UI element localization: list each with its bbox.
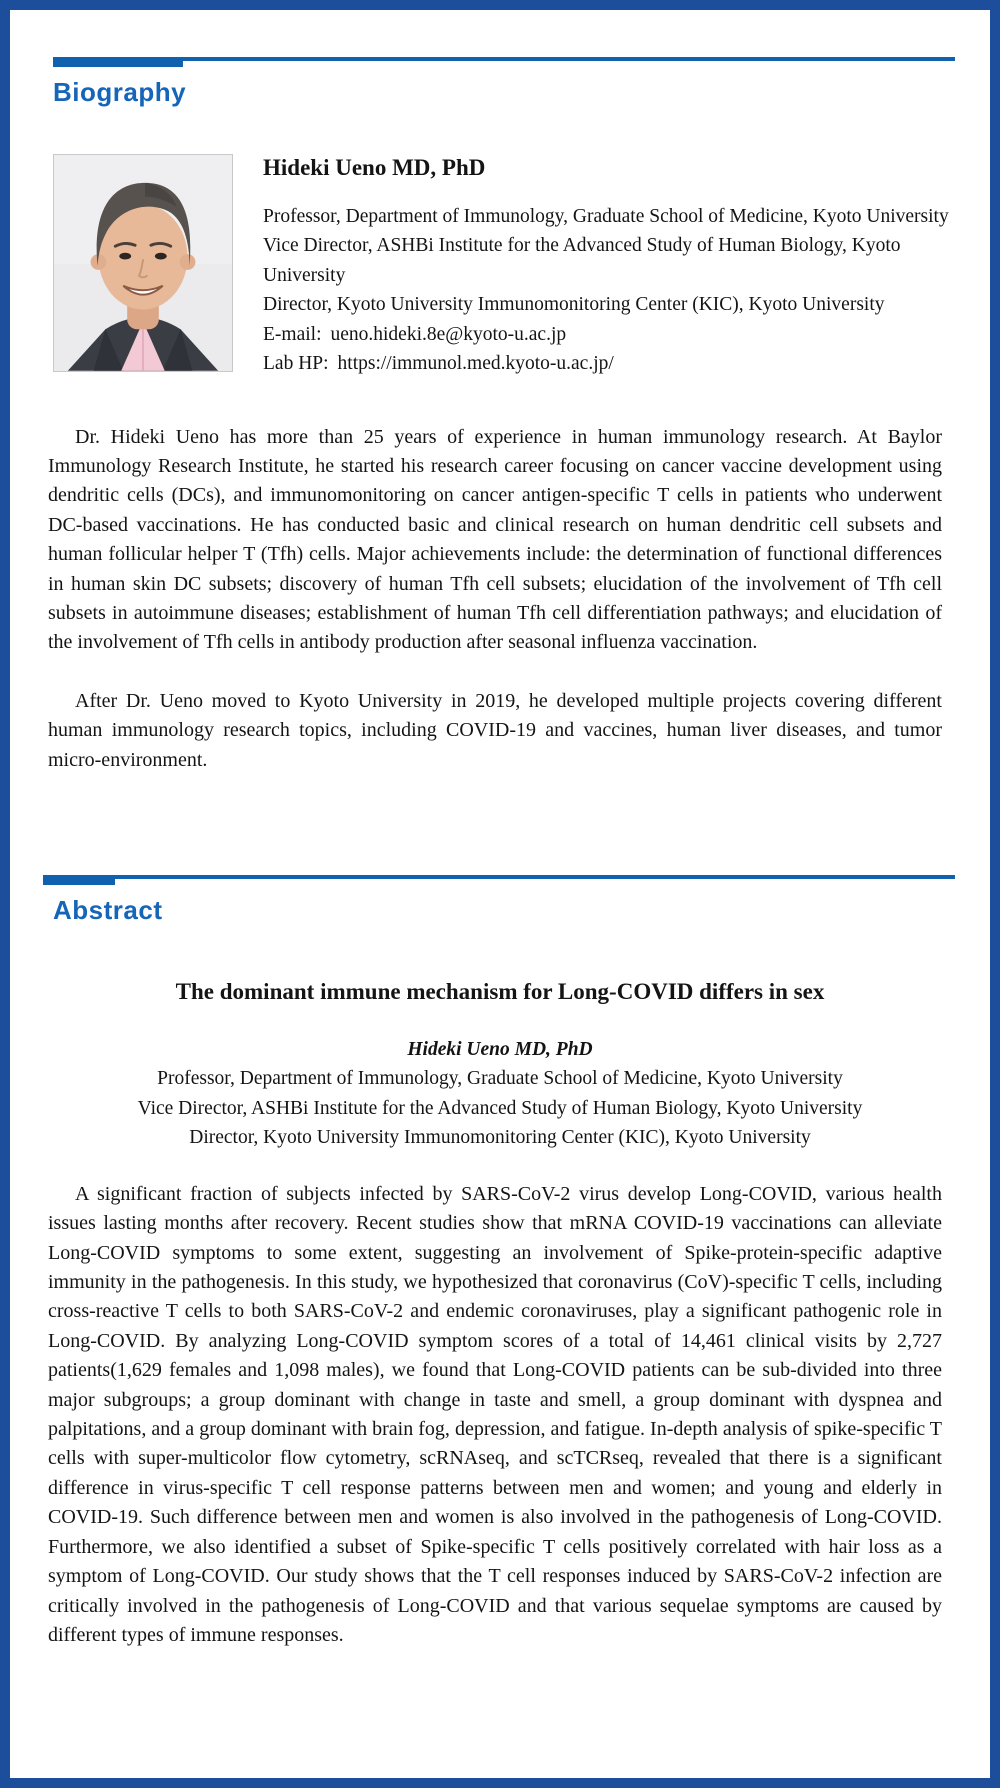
biography-paragraph-1: Dr. Hideki Ueno has more than 25 years of experience in human immunology research. At Baylor Immunology Research Institute, he started his research career focusing on cancer vaccine development using dendritic cells (DCs), and immunomonitoring on cancer antigen-specific T cells in patients who underwent DC-based vaccinations. He has conducted basic and clinical research on human dendritic cell subsets and human follicular helper T (Tfh) cells. Major achievements include: the determination of functional differences in human skin DC subsets; discovery of human Tfh cell subsets; elucidation of the involvement of Tfh cell subsets in autoimmune diseases; establishment of human Tfh cell differentiation pathways; and elucidation of the involvement of Tfh cells in antibody production after seasonal influenza vaccination. — [48, 425, 942, 654]
rule-thick-segment — [53, 57, 183, 67]
affiliation-line: Professor, Department of Immunology, Graduate School of Medicine, Kyoto University — [263, 205, 949, 227]
affiliation-list — [263, 202, 952, 379]
abstract-affiliation-line: Professor, Department of Immunology, Graduate School of Medicine, Kyoto University — [157, 1068, 843, 1090]
biography-section — [10, 57, 990, 775]
abstract-body: A significant fraction of subjects infected by SARS-CoV-2 virus develop Long-COVID, various health issues lasting months after recovery. Recent studies show that mRNA COVID-19 vaccinations can alleviate Long-COVID symptoms to some extent, suggesting an involvement of Spike-protein-specific adaptive immunity in the pathogenesis. In this study, we hypothesized that coronavirus (CoV)-specific T cells, including cross-reactive T cells to both SARS-CoV-2 and endemic coronaviruses, play a significant pathogenic role in Long-COVID. By analyzing Long-COVID symptom scores of a total of 14,461 clinical visits by 2,727 patients(1,629 females and 1,098 males), we found that Long-COVID patients can be sub-divided into three major subgroups; a group dominant with change in taste and smell, a group dominant with dyspnea and palpitations, and a group dominant with brain fog, depression, and fatigue. In-depth analysis of spike-specific T cells with super-multicolor flow cytometry, scRNAseq, and scTCRseq, revealed that there is a significant difference in virus-specific T cell response patterns between men and women; and young and elderly in COVID-19. Such difference between men and women is also involved in the pathogenesis of Long-COVID. Furthermore, we also identified a subset of Spike-specific T cells positively correlated with hair loss as a symptom of Long-COVID. Our study shows that the T cell responses induced by SARS-CoV-2 infection are critically involved in the pathogenesis of Long-COVID and that various sequelae symptoms are caused by different types of immune responses. — [48, 1182, 942, 1646]
rule-thin-segment — [183, 57, 955, 61]
email-line — [263, 320, 952, 350]
abstract-section — [10, 875, 990, 1650]
biography-paragraph-2: After Dr. Ueno moved to Kyoto University in 2019, he developed multiple projects covering different human immunology research topics, including COVID-19 and vaccines, human liver diseases, and tumor micro-environment. — [48, 689, 942, 771]
biography-rule — [53, 57, 955, 67]
abstract-title: The dominant immune mechanism for Long-COVID differs in sex — [175, 979, 825, 1005]
email-value[interactable]: ueno.hideki.8e@kyoto-u.ac.jp — [330, 323, 567, 345]
affiliation-line: Director, Kyoto University Immunomonitoring Center (KIC), Kyoto University — [263, 294, 885, 316]
biography-heading: Biography — [53, 77, 187, 107]
abstract-rule — [43, 875, 955, 885]
person-name: Hideki Ueno MD, PhD — [263, 155, 486, 180]
portrait-photo — [53, 154, 233, 372]
abstract-author: Hideki Ueno MD, PhD — [407, 1038, 593, 1060]
rule-thin-segment — [115, 875, 955, 879]
email-label: E-mail: — [263, 323, 322, 345]
lab-hp-line — [263, 349, 952, 379]
abstract-affiliation-line: Vice Director, ASHBi Institute for the Advanced Study of Human Biology, Kyoto University — [137, 1097, 863, 1119]
rule-thick-segment — [43, 875, 115, 885]
lab-hp-url[interactable]: https://immunol.med.kyoto-u.ac.jp/ — [337, 353, 614, 375]
abstract-heading: Abstract — [53, 895, 163, 926]
profile-text — [263, 154, 952, 379]
lab-hp-label: Lab HP: — [263, 353, 329, 375]
profile-block — [53, 154, 952, 379]
portrait-illustration — [54, 155, 232, 371]
affiliation-line: Vice Director, ASHBi Institute for the Advanced Study of Human Biology, Kyoto University — [263, 235, 901, 286]
abstract-affiliation-line: Director, Kyoto University Immunomonitoring Center (KIC), Kyoto University — [189, 1127, 811, 1149]
